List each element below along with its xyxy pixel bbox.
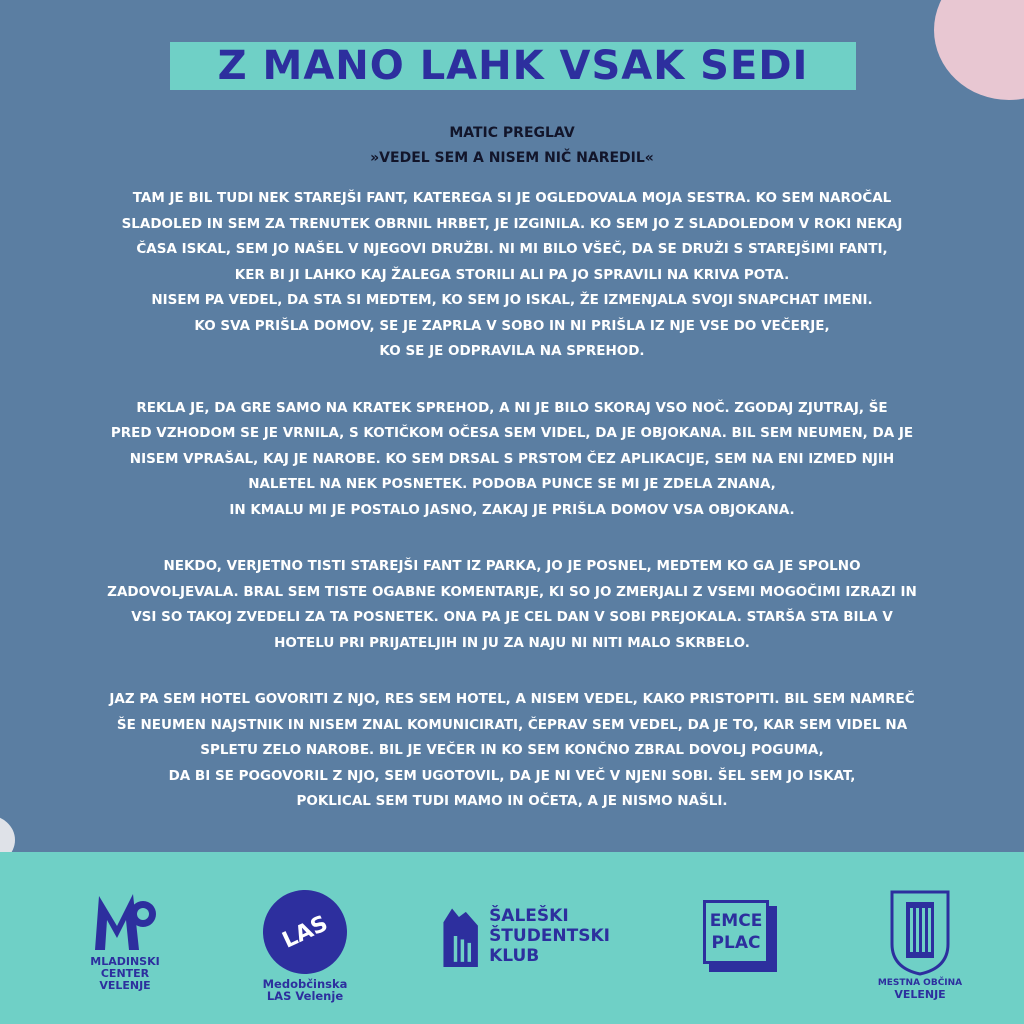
logo-text-line: Medobčinska: [262, 977, 348, 991]
text-line: KER BI JI LAHKO KAJ ŽALEGA STORILI ALI PA JO SPRAVILI NA KRIVA POTA.: [234, 266, 790, 283]
las-badge-icon: LAS: [249, 876, 361, 988]
paragraph-4: [100, 687, 924, 815]
text-line: SPLETU ZELO NAROBE. BIL JE VEČER IN KO SEM KONČNO ZBRAL DOVOLJ POGUMA,: [200, 742, 824, 758]
text-line: NEKDO, VERJETNO TISTI STAREJŠI FANT IZ PARKA, JO JE POSNEL, MEDTEM KO GA JE SPOLNO: [163, 558, 861, 574]
logo-mladinski-center: [70, 886, 180, 992]
text-line: SLADOLED IN SEM ZA TRENUTEK OBRNIL HRBET, JE IZGINILA. KO SEM JO Z SLADOLEDOM V ROKI NEKAJ: [121, 215, 903, 232]
story-subtitle: »VEDEL SEM A NISEM NIČ NAREDIL«: [370, 150, 654, 166]
logo-mestna-obcina: [870, 888, 970, 1001]
text-line: IN KMALU MI JE POSTALO JASNO, ZAKAJ JE PRIŠLA DOMOV VSA OBJOKANA.: [229, 501, 795, 518]
text-line: JAZ PA SEM HOTEL GOVORITI Z NJO, RES SEM HOTEL, A NISEM VEDEL, KAKO PRISTOPITI. BIL SEM NAMREČ: [109, 691, 915, 707]
text-line: PRED VZHODOM SE JE VRNILA, S KOTIČKOM OČESA SEM VIDEL, DA JE OBJOKANA. BIL SEM NEUMEN, DA JE: [110, 425, 914, 441]
logo-text-line: KLUB: [489, 946, 540, 966]
sponsor-footer: [0, 852, 1024, 1024]
paragraph-3: [100, 554, 924, 656]
logo-text-line: MLADINSKI: [90, 955, 160, 968]
logo-saleski-klub: [440, 900, 610, 972]
logo-text-line: VELENJE: [894, 988, 946, 1001]
decorative-blob-pink: [934, 0, 1024, 100]
logo-emceplac: [703, 900, 783, 976]
paragraph-1: [100, 186, 924, 365]
author-name: MATIC PREGLAV: [449, 125, 575, 141]
text-line: HOTELU PRI PRIJATELJIH IN JU ZA NAJU NI NITI MALO SKRBELO.: [274, 634, 750, 651]
logo-text-line: MESTNA OBČINA: [877, 978, 963, 988]
logo-text-line: LAS Velenje: [266, 989, 344, 1003]
text-line: ČASA ISKAL, SEM JO NAŠEL V NJEGOVI DRUŽBI. NI MI BILO VŠEČ, DA SE DRUŽI S STAREJŠIMI FANTI,: [136, 241, 888, 257]
text-line: NALETEL NA NEK POSNETEK. PODOBA PUNCE SE MI JE ZDELA ZNANA,: [248, 476, 776, 492]
title-banner: [170, 42, 856, 90]
text-line: VSI SO TAKOJ ZVEDELI ZA TA POSNETEK. ONA PA JE CEL DAN V SOBI PREJOKALA. STARŠA STA BILA V: [131, 609, 893, 625]
logo-las: [245, 890, 365, 1002]
page-title: Z MANO LAHK VSAK SEDI: [217, 43, 809, 89]
paragraph-2: [100, 396, 924, 524]
text-line: TAM JE BIL TUDI NEK STAREJŠI FANT, KATEREGA SI JE OGLEDOVALA MOJA SESTRA. KO SEM NAROČAL: [132, 190, 892, 206]
text-line: POKLICAL SEM TUDI MAMO IN OČETA, A JE NISMO NAŠLI.: [296, 793, 728, 809]
mc-logo-icon: [85, 886, 165, 956]
coat-of-arms-icon: [888, 888, 952, 978]
text-line: NISEM VPRAŠAL, KAJ JE NAROBE. KO SEM DRSAL S PRSTOM ČEZ APLIKACIJE, SEM NA ENI IZMED NJIH: [129, 450, 895, 467]
story-body: [100, 186, 924, 846]
logo-text-line: ŠALEŠKI: [489, 906, 569, 926]
emceplac-box: [703, 900, 769, 964]
text-line: KO SVA PRIŠLA DOMOV, SE JE ZAPRLA V SOBO IN NI PRIŠLA IZ NJE VSE DO VEČERJE,: [194, 317, 830, 334]
logo-text-line: PLAC: [711, 933, 761, 953]
text-line: KO SE JE ODPRAVILA NA SPREHOD.: [379, 343, 645, 359]
text-line: REKLA JE, DA GRE SAMO NA KRATEK SPREHOD, A NI JE BILO SKORAJ VSO NOČ. ZGODAJ ZJUTRAJ, ŠE: [136, 399, 888, 416]
text-line: DA BI SE POGOVORIL Z NJO, SEM UGOTOVIL, DA JE NI VEČ V NJENI SOBI. ŠEL SEM JO ISKAT,: [168, 767, 856, 784]
text-line: ZADOVOLJEVALA. BRAL SEM TISTE OGABNE KOMENTARJE, KI SO JO ZMERJALI Z VSEMI MOGOČIMI IZRAZI IN: [107, 583, 917, 600]
text-line: NISEM PA VEDEL, DA STA SI MEDTEM, KO SEM JO ISKAL, ŽE IZMENJALA SVOJI SNAPCHAT IMENI.: [151, 292, 873, 308]
logo-text-line: VELENJE: [99, 979, 151, 992]
logo-text-line: EMCE: [709, 911, 763, 931]
building-silhouette-icon: [440, 900, 483, 972]
text-line: ŠE NEUMEN NAJSTNIK IN NISEM ZNAL KOMUNICIRATI, ČEPRAV SEM VEDEL, DA JE TO, KAR SEM VIDEL NA: [116, 716, 908, 733]
logo-text-line: CENTER: [100, 967, 150, 980]
logo-text-line: ŠTUDENTSKI: [489, 926, 610, 946]
